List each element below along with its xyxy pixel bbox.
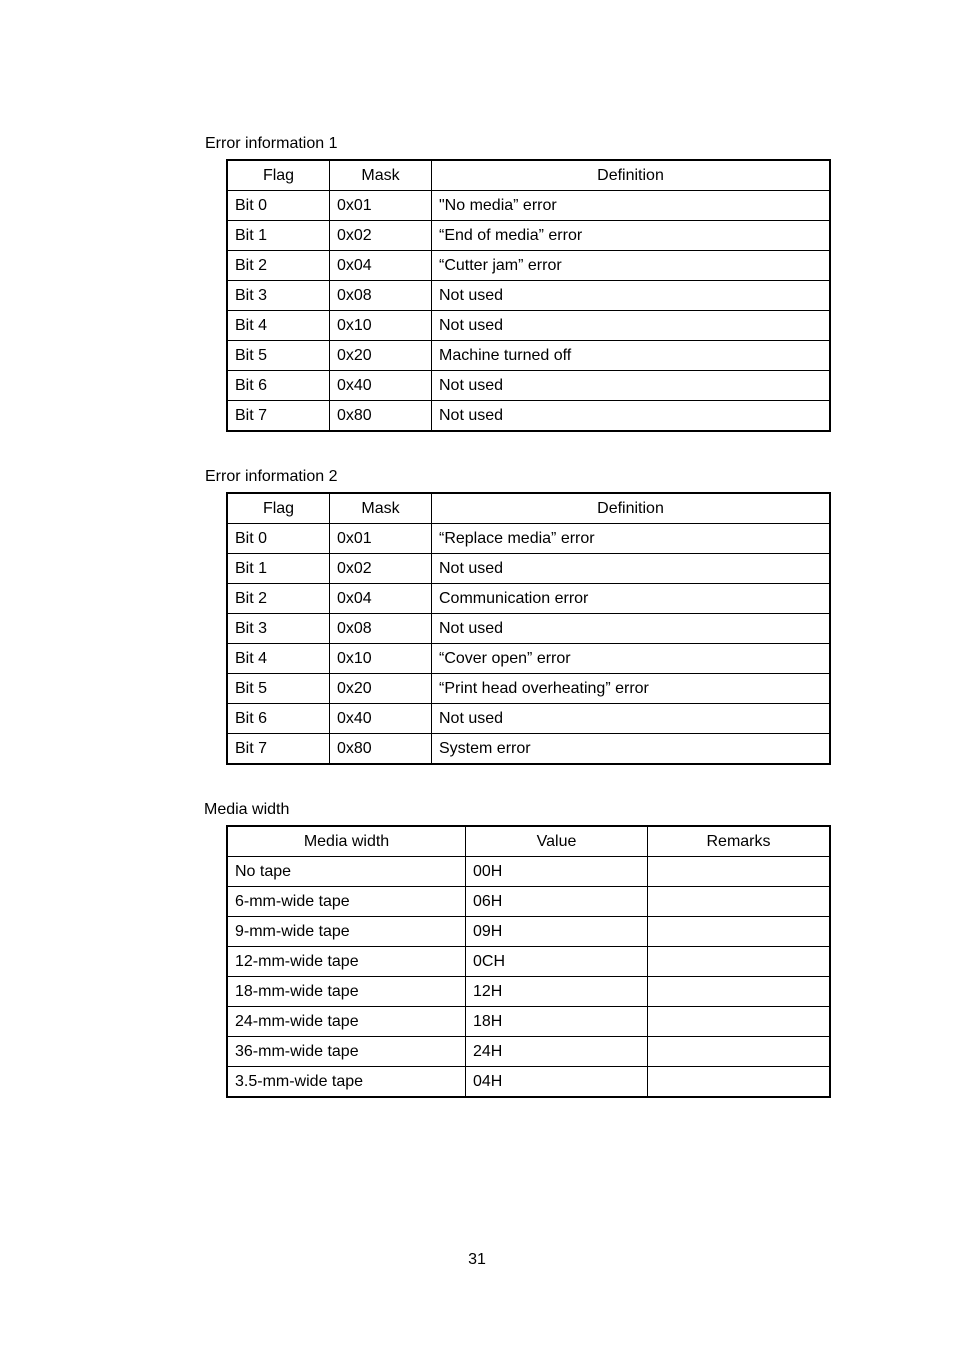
table-row bbox=[228, 734, 830, 764]
cell-flag: Bit 1 bbox=[228, 221, 330, 251]
cell-flag: Bit 4 bbox=[228, 644, 330, 674]
cell-remarks bbox=[648, 857, 830, 887]
table-row bbox=[228, 977, 830, 1007]
cell-value: 12H bbox=[466, 977, 648, 1007]
column-header-flag: Flag bbox=[228, 494, 330, 524]
cell-definition: Not used bbox=[432, 401, 830, 431]
cell-remarks bbox=[648, 917, 830, 947]
cell-mask: 0x80 bbox=[330, 401, 432, 431]
cell-definition: Not used bbox=[432, 281, 830, 311]
table-row bbox=[228, 674, 830, 704]
table-row bbox=[228, 584, 830, 614]
table-row bbox=[228, 917, 830, 947]
cell-media-width: 3.5-mm-wide tape bbox=[228, 1067, 466, 1097]
cell-remarks bbox=[648, 1037, 830, 1067]
cell-flag: Bit 2 bbox=[228, 251, 330, 281]
table-row bbox=[228, 1067, 830, 1097]
cell-remarks bbox=[648, 977, 830, 1007]
cell-flag: Bit 6 bbox=[228, 704, 330, 734]
cell-definition: Not used bbox=[432, 704, 830, 734]
table-row bbox=[228, 704, 830, 734]
cell-remarks bbox=[648, 947, 830, 977]
cell-flag: Bit 1 bbox=[228, 554, 330, 584]
cell-definition: Not used bbox=[432, 614, 830, 644]
table-row bbox=[228, 371, 830, 401]
cell-flag: Bit 2 bbox=[228, 584, 330, 614]
table-row bbox=[228, 221, 830, 251]
cell-flag: Bit 0 bbox=[228, 191, 330, 221]
column-header-remarks: Remarks bbox=[648, 827, 830, 857]
cell-definition: Not used bbox=[432, 554, 830, 584]
cell-mask: 0x02 bbox=[330, 554, 432, 584]
error-info-1-table bbox=[227, 160, 830, 431]
cell-value: 00H bbox=[466, 857, 648, 887]
cell-mask: 0x08 bbox=[330, 614, 432, 644]
cell-remarks bbox=[648, 1067, 830, 1097]
cell-flag: Bit 0 bbox=[228, 524, 330, 554]
table-row bbox=[228, 401, 830, 431]
cell-remarks bbox=[648, 887, 830, 917]
cell-mask: 0x20 bbox=[330, 341, 432, 371]
cell-flag: Bit 7 bbox=[228, 734, 330, 764]
table-row bbox=[228, 191, 830, 221]
cell-media-width: 18-mm-wide tape bbox=[228, 977, 466, 1007]
cell-definition: Communication error bbox=[432, 584, 830, 614]
cell-definition: “End of media” error bbox=[432, 221, 830, 251]
cell-flag: Bit 5 bbox=[228, 674, 330, 704]
cell-definition: Machine turned off bbox=[432, 341, 830, 371]
cell-flag: Bit 4 bbox=[228, 311, 330, 341]
cell-flag: Bit 6 bbox=[228, 371, 330, 401]
cell-mask: 0x40 bbox=[330, 371, 432, 401]
cell-mask: 0x10 bbox=[330, 311, 432, 341]
cell-definition: System error bbox=[432, 734, 830, 764]
cell-value: 18H bbox=[466, 1007, 648, 1037]
media-width-title: Media width bbox=[204, 801, 290, 818]
cell-definition: Not used bbox=[432, 371, 830, 401]
cell-flag: Bit 7 bbox=[228, 401, 330, 431]
table-row bbox=[228, 1037, 830, 1067]
cell-definition: “Print head overheating” error bbox=[432, 674, 830, 704]
cell-definition: “Cutter jam” error bbox=[432, 251, 830, 281]
error-info-1-title: Error information 1 bbox=[205, 135, 338, 152]
table-header-row bbox=[228, 161, 830, 191]
cell-definition: "No media” error bbox=[432, 191, 830, 221]
cell-mask: 0x80 bbox=[330, 734, 432, 764]
table-row bbox=[228, 524, 830, 554]
cell-flag: Bit 5 bbox=[228, 341, 330, 371]
table-row bbox=[228, 644, 830, 674]
cell-value: 24H bbox=[466, 1037, 648, 1067]
column-header-mask: Mask bbox=[330, 494, 432, 524]
table-row bbox=[228, 311, 830, 341]
table-row bbox=[228, 887, 830, 917]
cell-mask: 0x01 bbox=[330, 524, 432, 554]
table-row bbox=[228, 1007, 830, 1037]
page-number: 31 bbox=[468, 1251, 486, 1268]
cell-media-width: No tape bbox=[228, 857, 466, 887]
cell-value: 09H bbox=[466, 917, 648, 947]
cell-mask: 0x20 bbox=[330, 674, 432, 704]
cell-value: 04H bbox=[466, 1067, 648, 1097]
column-header-media-width: Media width bbox=[228, 827, 466, 857]
error-info-2-table bbox=[227, 493, 830, 764]
table-row bbox=[228, 947, 830, 977]
cell-value: 06H bbox=[466, 887, 648, 917]
table-header-row bbox=[228, 494, 830, 524]
cell-mask: 0x10 bbox=[330, 644, 432, 674]
cell-media-width: 24-mm-wide tape bbox=[228, 1007, 466, 1037]
table-row bbox=[228, 281, 830, 311]
cell-mask: 0x02 bbox=[330, 221, 432, 251]
column-header-definition: Definition bbox=[432, 494, 830, 524]
cell-remarks bbox=[648, 1007, 830, 1037]
cell-mask: 0x08 bbox=[330, 281, 432, 311]
cell-media-width: 12-mm-wide tape bbox=[228, 947, 466, 977]
cell-definition: “Cover open” error bbox=[432, 644, 830, 674]
cell-definition: Not used bbox=[432, 311, 830, 341]
table-row bbox=[228, 614, 830, 644]
cell-mask: 0x01 bbox=[330, 191, 432, 221]
error-info-2-title: Error information 2 bbox=[205, 468, 338, 485]
cell-media-width: 6-mm-wide tape bbox=[228, 887, 466, 917]
cell-mask: 0x04 bbox=[330, 584, 432, 614]
cell-media-width: 9-mm-wide tape bbox=[228, 917, 466, 947]
cell-mask: 0x04 bbox=[330, 251, 432, 281]
cell-definition: “Replace media” error bbox=[432, 524, 830, 554]
column-header-definition: Definition bbox=[432, 161, 830, 191]
cell-media-width: 36-mm-wide tape bbox=[228, 1037, 466, 1067]
table-row bbox=[228, 341, 830, 371]
media-width-table bbox=[227, 826, 830, 1097]
column-header-value: Value bbox=[466, 827, 648, 857]
table-row bbox=[228, 251, 830, 281]
table-header-row bbox=[228, 827, 830, 857]
cell-mask: 0x40 bbox=[330, 704, 432, 734]
table-row bbox=[228, 554, 830, 584]
cell-flag: Bit 3 bbox=[228, 281, 330, 311]
column-header-flag: Flag bbox=[228, 161, 330, 191]
cell-value: 0CH bbox=[466, 947, 648, 977]
column-header-mask: Mask bbox=[330, 161, 432, 191]
cell-flag: Bit 3 bbox=[228, 614, 330, 644]
table-row bbox=[228, 857, 830, 887]
